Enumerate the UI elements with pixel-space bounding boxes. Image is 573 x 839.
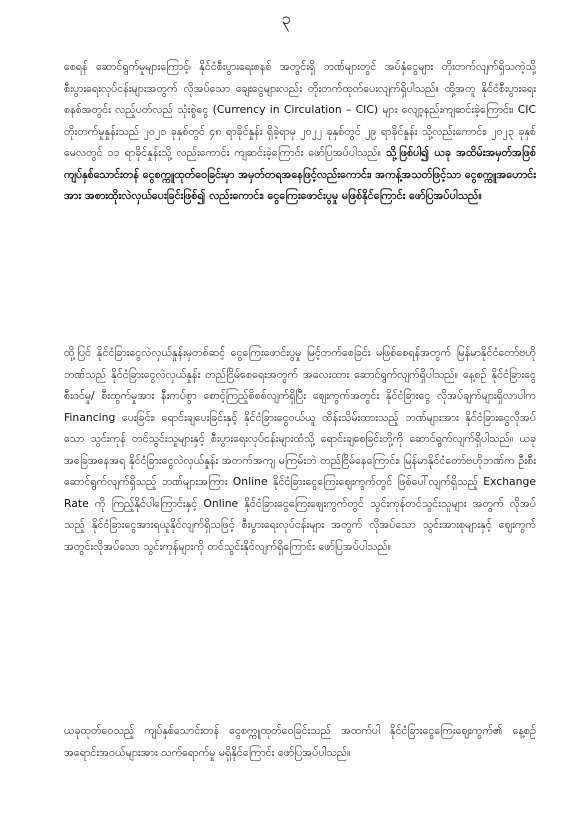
paragraph-2-text: ထို့ပြင် နိုင်ငံခြားငွေလဲလှယ်နှုန်းမှတစ်ဆင့် ငွေကြေးဖောင်းပွမှု မြင့်တက်စေခြင်း မဖြစ်စေရန်အတွက် မြန်မာနိုင်ငံတော်ဗဟိုဘဏ်သည် နိုင်ငံခြားငွေလဲလှယ်နှုန်း တည်ငြိမ်စေရေးအတွက် အလေးထား ဆောင်ရွက်လျက်ရှိပါသည်။ နေ့စဉ် နိုင်ငံခြားငွေ စီးဝင်မှု/ စီးထွက်မှုအား နီးကပ်စွာ စောင့်ကြည့်စိစစ်လျက်ရှိပြီး ဈေးကွက်အတွင်း နိုင်ငံခြားငွေ လိုအပ်ချက်များရှိလာပါက Financing ပေးခြင်း၊ ရောင်းချပေးခြင်းနှင့် နိုင်ငံခြားငွေဝယ်ယူ ထိန်းသိမ်းထားသည့် ဘဏ်များအား နိုင်ငံခြားငွေလိုအပ်သော သွင်းကုန် တင်သွင်းသူများနှင့် စီးပွားရေးလုပ်ငန်းများထံသို့ ရောင်းချစေခြင်းတို့ကို ဆောင်ရွက်လျက်ရှိပါသည်။ ယခုအခြေအနေအရ နိုင်ငံခြားငွေလဲလှယ်နှုန်း အတက်အကျ မကြမ်းဘဲ တည်ငြိမ်နေကြောင်း၊ မြန်မာနိုင်ငံတော်ဗဟိုဘဏ်က ဦးစီး ဆောင်ရွက်လျက်ရှိသည့် ဘဏ်များအကြား Online နိုင်ငံခြားငွေကြေးဈေးကွက်တွင် ဖြစ်ပေါ်လျက်ရှိသည့် Exchange Rate ကို ကြည့်နိုင်ပါကြောင်းနှင့် Online နိုင်ငံခြားငွေကြေးဈေးကွက်တွင် သွင်းကုန်တင်သွင်းသူများ အတွက် လိုအပ်သည့် နိုင်ငံခြားငွေအားရယူနိုင်လျက်ရှိသဖြင့် စီးပွားရေးလုပ်ငန်းများ အတွက် လိုအပ်သော သွင်းအားစုများနှင့် ဈေးကွက်အတွင်းလိုအပ်သော သွင်းကုန်များကို တင်သွင်းနိုင်လျက်ရှိကြောင်း ဖော်ပြအပ်ပါသည်။ [64, 346, 536, 553]
paragraph-2 [64, 342, 536, 708]
document-body [64, 56, 536, 786]
paragraph-1-text: စေရန် ဆောင်ရွက်မှုများကြောင့်၊ နိုင်ငံစီးပွားရေးစနစ် အတွင်းရှိ ဘဏ်များတွင် အပ်နှံငွေများ တိုးတက်လျက်ရှိသကဲ့သို့ စီးပွားရေးလုပ်ငန်းများအတွက် လိုအပ်သော ချေးငွေများလည်း တိုးတက်ထုတ်ပေးလျက်ရှိပါသည်။ ထို့အတူ နိုင်ငံစီးပွားရေး စနစ်အတွင်း လည့်ပတ်လည် သုံးစွဲငွေ (Currency in Circulation – CIC) များ လျော့နည်းကျဆင်းခဲ့ကြောင်း၊ CIC တိုးတက်မှုနှုန်းသည် ၂၀၂၁ ခုနှစ်တွင် ၄၈ ရာခိုင်နှုန်း ရှိခဲ့ရာမှ ၂၀၂၂ ခုနှစ်တွင် ၂၉ ရာခိုင်နှုန်း သို့လည်းကောင်း၊ ၂၀၂၃ ခုနှစ် မေလတွင် ၁၁ ရာခိုင်နှုန်းသို့ လည်းကောင်း ကျဆင်းခဲ့ကြောင်း ဖော်ပြအပ်ပါသည်။ [64, 60, 536, 159]
paragraph-3-text: ယခုထုတ်ဝေသည့် ကျပ်နှစ်သောင်းတန် ငွေစက္ကူထုတ်ဝေခြင်းသည် အထက်ပါ နိုင်ငံခြားငွေကြေးဈေးကွက်၏ နေ့စဉ် အရောင်းအဝယ်များအား သက်ရောက်မှု မရှိနိုင်ကြောင်း ဖော်ပြအပ်ပါသည်။ [64, 724, 536, 759]
paragraph-1-bold-text: သို့ဖြစ်ပါ၍ ယခု အထိမ်းအမှတ်အဖြစ် ကျပ်နှစ်သောင်းတန် ငွေစက္ကူထုတ်ဝေခြင်းမှာ အမှတ်တရအနေဖြင့်လည်းကောင်း၊ အကန့်အသတ်ဖြင့်သာ ငွေစက္ကူအဟောင်းအား အစားထိုးလဲလှယ်ပေးခြင်းဖြစ်၍ လည်းကောင်း၊ ငွေကြေးဖောင်းပွမှု မဖြစ်နိုင်ကြောင်း ဖော်ပြအပ်ပါသည်။ [64, 146, 536, 202]
paragraph-1 [64, 56, 536, 326]
page-number: ၃ [281, 9, 292, 29]
paragraph-3 [64, 720, 536, 786]
